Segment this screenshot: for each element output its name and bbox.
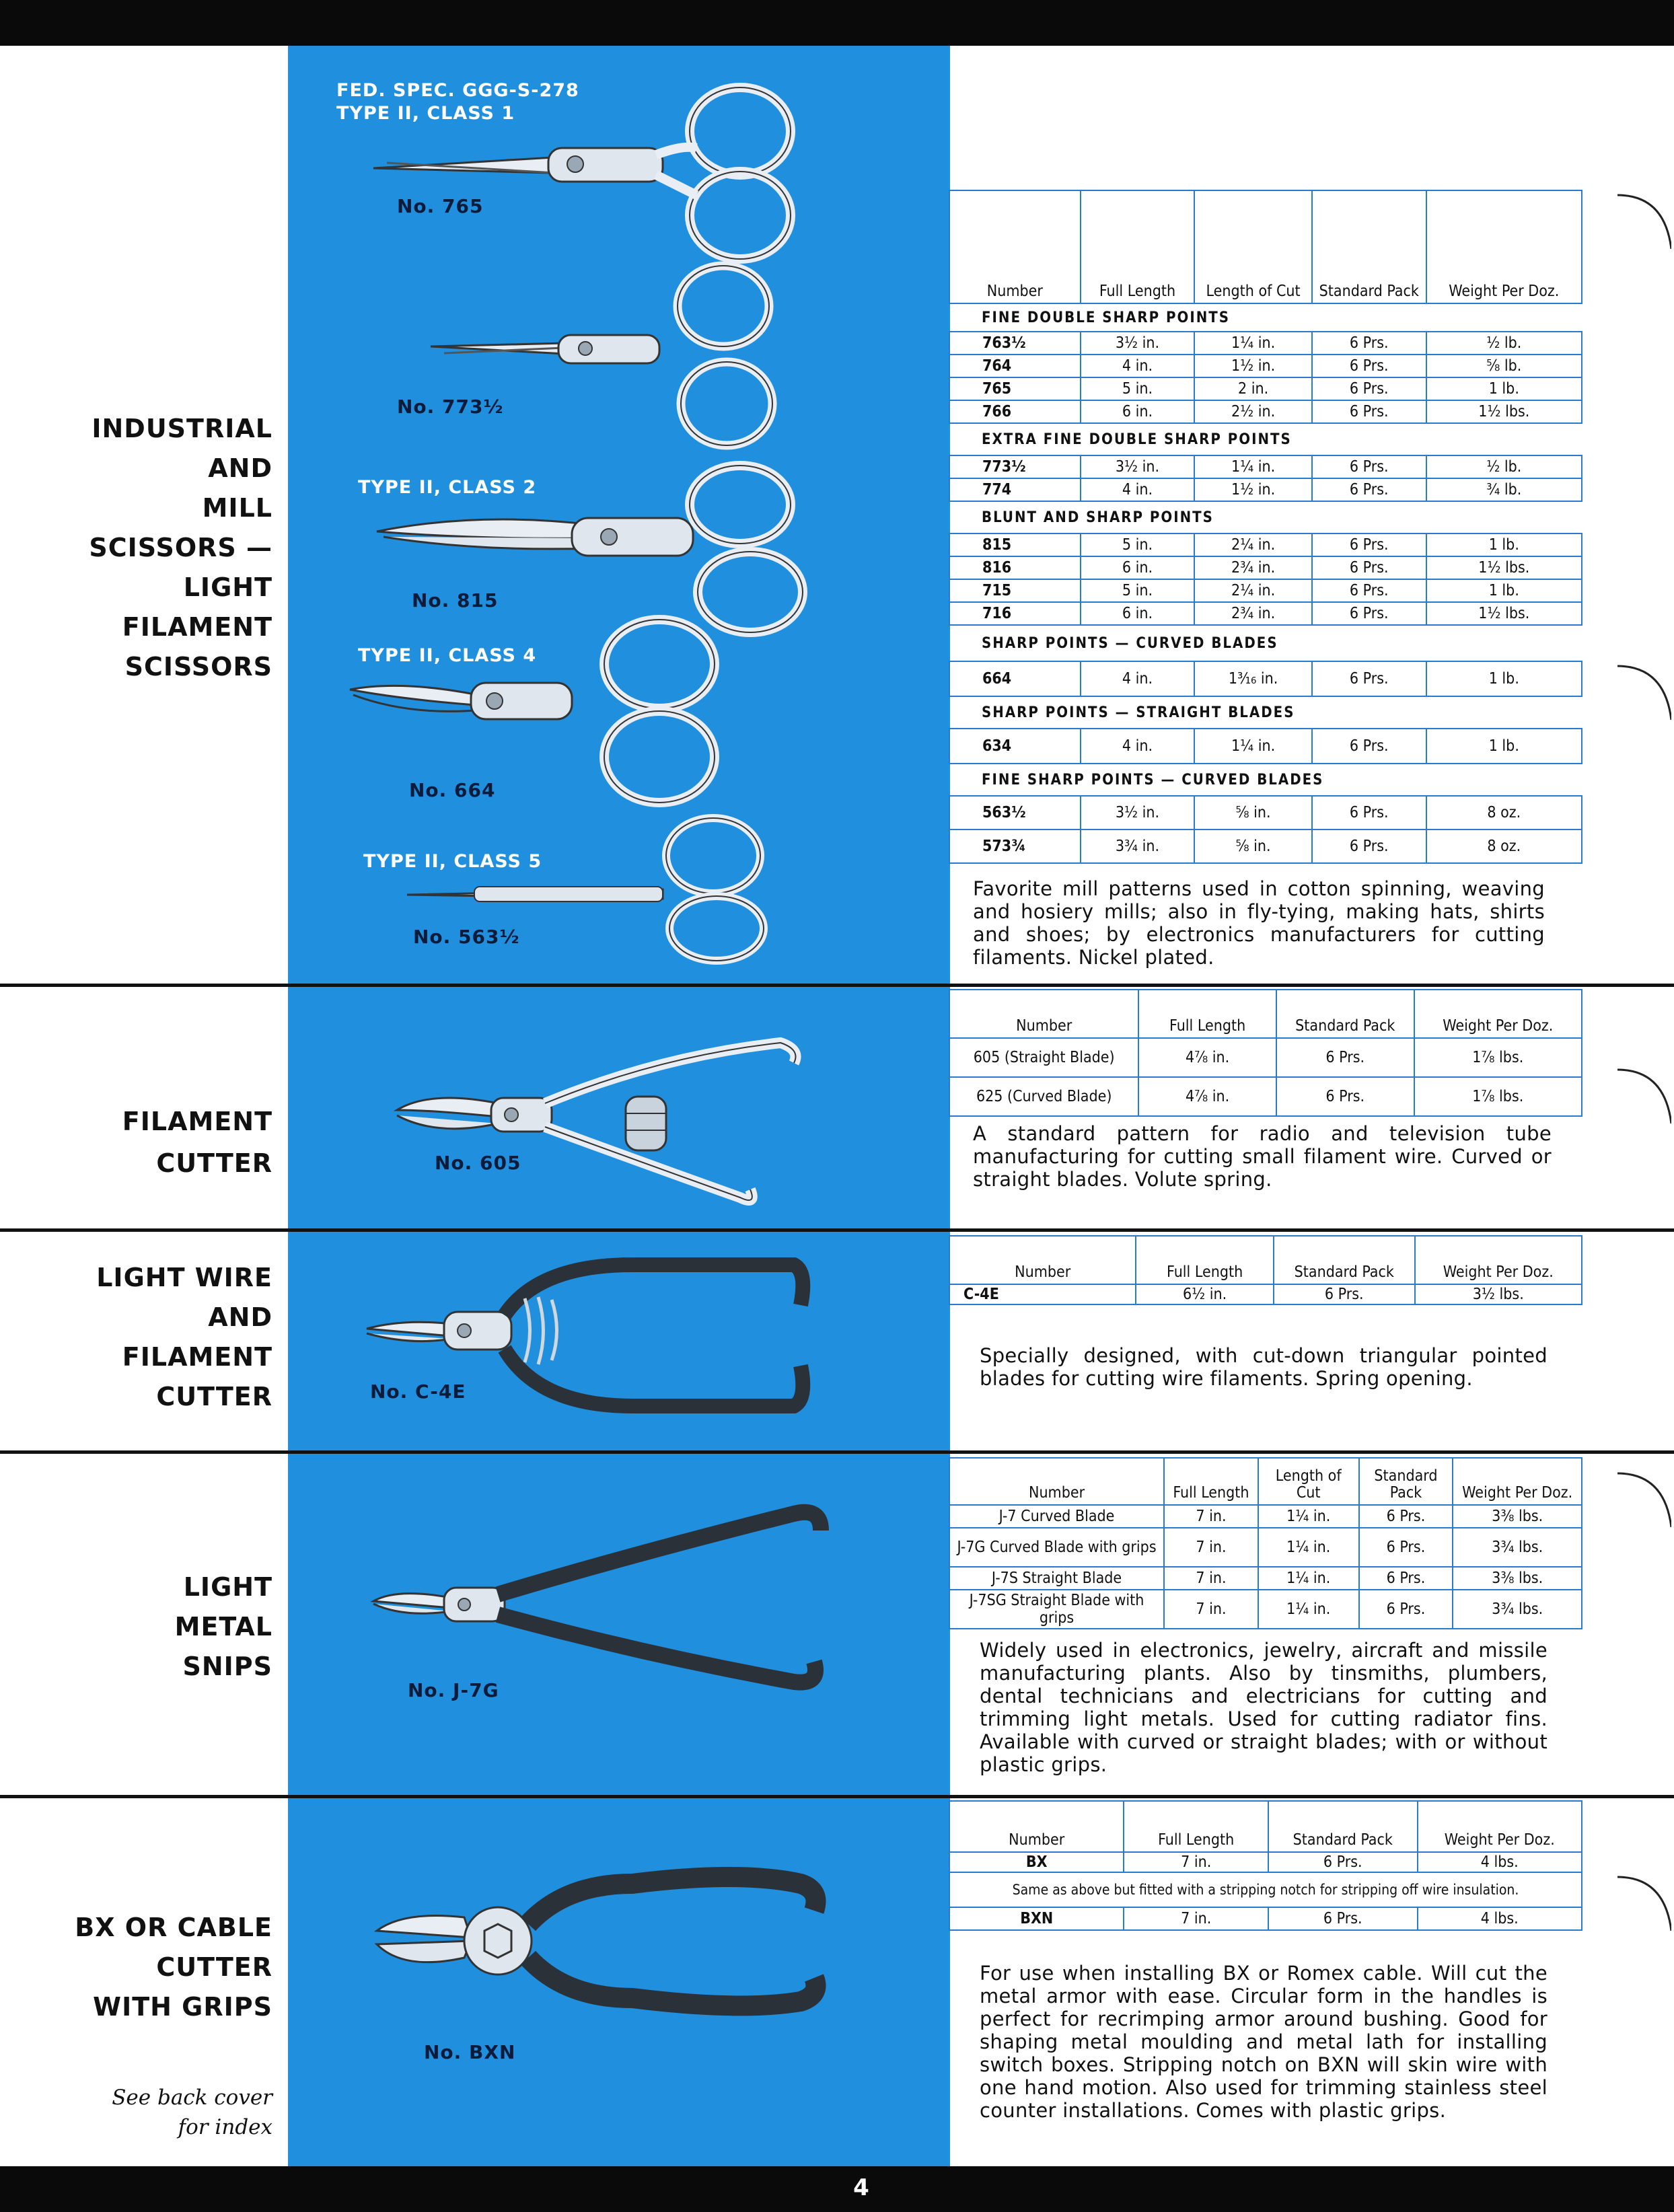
table-cell: 1¼ in. [1258, 1505, 1359, 1528]
table-cell: 6 Prs. [1312, 661, 1426, 696]
section-divider [0, 1228, 1674, 1232]
model-label-773: No. 773½ [397, 396, 504, 418]
table-cell: 6 Prs. [1312, 400, 1426, 423]
binder-hole-mark [1617, 188, 1632, 249]
model-label-j7g: No. J-7G [408, 1679, 499, 1701]
table-cell: 8 oz. [1426, 796, 1582, 830]
table-cell: 3⅜ lbs. [1453, 1567, 1582, 1590]
scissors-description: Favorite mill patterns used in cotton spinning, weaving and hosiery mills; also in fly-tying, making hats, shirts and shoes; by electronics manufacturers for cutting filaments. Nickel plated. [973, 877, 1545, 969]
table-cell: 5 in. [1081, 377, 1195, 400]
table-cell: 815 [949, 533, 1081, 556]
col-header: Number [949, 1236, 1136, 1284]
table-cell: 1¼ in. [1258, 1590, 1359, 1629]
group-title: FINE SHARP POINTS — CURVED BLADES [949, 764, 1582, 796]
group-title: FINE DOUBLE SHARP POINTS [949, 303, 1582, 332]
col-header: Full Length [1138, 990, 1276, 1038]
table-cell: 7 in. [1164, 1590, 1258, 1629]
col-header: Length of Cut [1194, 190, 1312, 303]
col-header: Weight Per Doz. [1414, 990, 1582, 1038]
tool-spec-664: TYPE II, CLASS 4 [358, 645, 537, 666]
top-border-bar [0, 0, 1674, 46]
metal-snips-j7g-image [363, 1480, 848, 1695]
model-label-664: No. 664 [409, 779, 496, 801]
tool-spec-765: FED. SPEC. GGG-S-278 TYPE II, CLASS 1 [336, 80, 579, 124]
table-cell: 7 in. [1124, 1907, 1268, 1930]
section-label-light-wire: LIGHT WIRE AND FILAMENT CUTTER [96, 1263, 272, 1411]
scissors-664-image [350, 616, 767, 811]
table-cell: 6 Prs. [1359, 1528, 1453, 1567]
binder-hole-mark [1617, 659, 1632, 720]
snips-spec-table [949, 1457, 1582, 1629]
section-label-snips: LIGHT METAL SNIPS [174, 1572, 272, 1681]
table-cell: 3½ in. [1081, 796, 1195, 830]
table-cell: 6 Prs. [1312, 556, 1426, 579]
col-header: Number [949, 1801, 1124, 1852]
col-header: Number [949, 990, 1138, 1038]
section-label-filament-cutter: FILAMENT CUTTER [122, 1107, 272, 1178]
section-label-scissors: INDUSTRIAL AND MILL SCISSORS — LIGHT FILAMENT SCISSORS [89, 414, 272, 681]
table-cell: 1 lb. [1426, 533, 1582, 556]
table-cell: 4 in. [1081, 661, 1195, 696]
table-cell: 3¾ lbs. [1453, 1590, 1582, 1629]
table-cell: 763½ [949, 332, 1081, 355]
table-cell: 6 Prs. [1274, 1284, 1415, 1304]
table-cell: 7 in. [1164, 1528, 1258, 1567]
table-cell: 3½ lbs. [1415, 1284, 1582, 1304]
table-cell: ⅝ in. [1194, 830, 1312, 863]
table-cell: 1½ in. [1194, 355, 1312, 377]
table-note: Same as above but fitted with a stripping notch for stripping off wire insulation. [949, 1872, 1582, 1907]
col-header: Full Length [1164, 1458, 1258, 1505]
section-divider [0, 1795, 1674, 1798]
col-header: Weight Per Doz. [1415, 1236, 1582, 1284]
table-cell: 6 Prs. [1276, 1038, 1414, 1077]
table-cell: 6 in. [1081, 602, 1195, 625]
light-wire-spec-table [949, 1235, 1582, 1305]
page-number: 4 [853, 2174, 869, 2201]
table-cell: 6 in. [1081, 400, 1195, 423]
table-cell: 2¾ in. [1194, 556, 1312, 579]
scissors-563-image [407, 814, 811, 962]
table-cell: 1 lb. [1426, 661, 1582, 696]
col-header: Standard Pack [1268, 1801, 1418, 1852]
table-cell: 4 in. [1081, 355, 1195, 377]
table-cell: 6 Prs. [1359, 1505, 1453, 1528]
table-cell: 2¼ in. [1194, 533, 1312, 556]
index-note: See back cover for index [112, 2086, 272, 2139]
table-cell: 6 Prs. [1268, 1907, 1418, 1930]
table-cell: 3½ in. [1081, 332, 1195, 355]
col-header: Standard Pack [1276, 990, 1414, 1038]
table-cell: J-7S Straight Blade [949, 1567, 1164, 1590]
table-cell: ¾ lb. [1426, 478, 1582, 501]
snips-description: Widely used in electronics, jewelry, aircraft and missile manufacturing plants. Also by tinsmiths, plumbers, dental technicians and electricians for cutting and trimming light metals. Used for cutting radiator fins. Available with curved or straight blades; with or without plastic grips. [980, 1639, 1548, 1776]
table-cell: 1¼ in. [1258, 1528, 1359, 1567]
table-cell: 3½ in. [1081, 455, 1195, 478]
binder-hole-mark [1617, 1467, 1632, 1527]
model-label-563: No. 563½ [413, 926, 520, 948]
model-label-c4e: No. C-4E [370, 1380, 466, 1403]
table-cell: 6 Prs. [1312, 455, 1426, 478]
table-cell: 6 Prs. [1312, 377, 1426, 400]
table-cell: 766 [949, 400, 1081, 423]
table-cell: 7 in. [1164, 1567, 1258, 1590]
bx-spec-table [949, 1800, 1582, 1931]
col-header: Full Length [1136, 1236, 1274, 1284]
table-cell: 1½ lbs. [1426, 556, 1582, 579]
table-cell: 1½ lbs. [1426, 602, 1582, 625]
group-title: SHARP POINTS — CURVED BLADES [949, 625, 1582, 661]
section-divider [0, 984, 1674, 987]
table-cell: 5 in. [1081, 533, 1195, 556]
table-cell: 4⅞ in. [1138, 1077, 1276, 1116]
table-cell: 1 lb. [1426, 729, 1582, 764]
binder-hole-mark [1617, 1870, 1632, 1931]
table-cell: 6 Prs. [1312, 602, 1426, 625]
filament-cutter-spec-table [949, 989, 1582, 1117]
group-title: BLUNT AND SHARP POINTS [949, 501, 1582, 533]
table-cell: 1½ in. [1194, 478, 1312, 501]
table-cell: 563½ [949, 796, 1081, 830]
col-header: Full Length [1124, 1801, 1268, 1852]
table-cell: 6 Prs. [1359, 1590, 1453, 1629]
section-label-bx: BX OR CABLE CUTTER WITH GRIPS [75, 1913, 272, 2022]
table-cell: 6 Prs. [1312, 579, 1426, 602]
tool-spec-815: TYPE II, CLASS 2 [358, 477, 537, 498]
bottom-border-bar [0, 2166, 1674, 2212]
table-cell: 6 Prs. [1312, 355, 1426, 377]
table-cell: 6 Prs. [1276, 1077, 1414, 1116]
tool-spec-563: TYPE II, CLASS 5 [363, 851, 542, 872]
table-cell: 4 lbs. [1418, 1852, 1582, 1872]
table-cell: BX [949, 1852, 1124, 1872]
table-cell: C-4E [949, 1284, 1136, 1304]
wire-cutter-c4e-image [363, 1245, 834, 1426]
table-cell: 1 lb. [1426, 377, 1582, 400]
table-cell: 634 [949, 729, 1081, 764]
table-cell: 4 lbs. [1418, 1907, 1582, 1930]
table-cell: 4⅞ in. [1138, 1038, 1276, 1077]
table-cell: 6½ in. [1136, 1284, 1274, 1304]
table-cell: 1½ lbs. [1426, 400, 1582, 423]
col-header: Number [949, 190, 1081, 303]
scissors-815-image [377, 464, 821, 639]
scissors-765-image [373, 81, 817, 256]
table-cell: 1¼ in. [1194, 729, 1312, 764]
bx-cutter-bxn-image [363, 1843, 848, 2045]
table-cell: 605 (Straight Blade) [949, 1038, 1138, 1077]
group-title: EXTRA FINE DOUBLE SHARP POINTS [949, 423, 1582, 455]
table-cell: J-7SG Straight Blade with grips [949, 1590, 1164, 1629]
table-cell: 715 [949, 579, 1081, 602]
table-cell: 664 [949, 661, 1081, 696]
model-label-bxn: No. BXN [424, 2041, 516, 2063]
table-cell: 3⅜ lbs. [1453, 1505, 1582, 1528]
table-cell: ½ lb. [1426, 332, 1582, 355]
table-cell: 816 [949, 556, 1081, 579]
table-cell: BXN [949, 1907, 1124, 1930]
table-cell: 625 (Curved Blade) [949, 1077, 1138, 1116]
col-header: Standard Pack [1274, 1236, 1415, 1284]
group-title: SHARP POINTS — STRAIGHT BLADES [949, 696, 1582, 729]
section-divider [0, 1450, 1674, 1454]
col-header: Standard Pack [1359, 1458, 1453, 1505]
col-header: Number [949, 1458, 1164, 1505]
table-cell: J-7 Curved Blade [949, 1505, 1164, 1528]
model-label-605: No. 605 [435, 1152, 521, 1174]
table-cell: 6 in. [1081, 556, 1195, 579]
table-cell: 2 in. [1194, 377, 1312, 400]
col-header: Weight Per Doz. [1426, 190, 1582, 303]
table-cell: 4 in. [1081, 729, 1195, 764]
light-wire-description: Specially designed, with cut-down triangular pointed blades for cutting wire filaments. Spring opening. [980, 1344, 1548, 1390]
table-cell: 1¼ in. [1194, 332, 1312, 355]
table-cell: 6 Prs. [1359, 1567, 1453, 1590]
table-cell: 4 in. [1081, 478, 1195, 501]
table-cell: 5 in. [1081, 579, 1195, 602]
table-cell: 6 Prs. [1312, 332, 1426, 355]
table-cell: 6 Prs. [1312, 830, 1426, 863]
table-cell: ⅝ lb. [1426, 355, 1582, 377]
table-cell: 3¾ lbs. [1453, 1528, 1582, 1567]
col-header: Full Length [1081, 190, 1195, 303]
table-cell: 8 oz. [1426, 830, 1582, 863]
model-label-765: No. 765 [397, 195, 484, 217]
table-cell: 1 lb. [1426, 579, 1582, 602]
model-label-815: No. 815 [412, 589, 499, 612]
filament-cutter-description: A standard pattern for radio and television tube manufacturing for cutting small filament wire. Curved or straight blades. Volute spring. [973, 1122, 1552, 1191]
table-cell: 6 Prs. [1312, 729, 1426, 764]
table-cell: 573¾ [949, 830, 1081, 863]
table-cell: ½ lb. [1426, 455, 1582, 478]
table-cell: 773½ [949, 455, 1081, 478]
table-cell: 7 in. [1164, 1505, 1258, 1528]
table-cell: 1¼ in. [1194, 455, 1312, 478]
table-cell: 1¼ in. [1258, 1567, 1359, 1590]
scissors-spec-table [949, 190, 1582, 864]
table-cell: 6 Prs. [1312, 796, 1426, 830]
table-cell: 774 [949, 478, 1081, 501]
table-cell: 1⅞ lbs. [1414, 1038, 1582, 1077]
table-cell: 1³⁄₁₆ in. [1194, 661, 1312, 696]
scissors-773-image [431, 262, 821, 457]
table-cell: 6 Prs. [1312, 478, 1426, 501]
table-cell: 764 [949, 355, 1081, 377]
table-cell: 2½ in. [1194, 400, 1312, 423]
table-cell: 2¾ in. [1194, 602, 1312, 625]
col-header: Weight Per Doz. [1453, 1458, 1582, 1505]
binder-hole-mark [1617, 1063, 1632, 1123]
table-cell: J-7G Curved Blade with grips [949, 1528, 1164, 1567]
col-header: Length of Cut [1258, 1458, 1359, 1505]
table-cell: 7 in. [1124, 1852, 1268, 1872]
filament-cutter-605-image [390, 1029, 821, 1211]
table-cell: 6 Prs. [1312, 533, 1426, 556]
table-cell: ⅝ in. [1194, 796, 1312, 830]
table-cell: 716 [949, 602, 1081, 625]
col-header: Weight Per Doz. [1418, 1801, 1582, 1852]
table-cell: 765 [949, 377, 1081, 400]
table-cell: 3¾ in. [1081, 830, 1195, 863]
table-cell: 2¼ in. [1194, 579, 1312, 602]
col-header: Standard Pack [1312, 190, 1426, 303]
bx-description: For use when installing BX or Romex cable. Will cut the metal armor with ease. Circular form in the handles is perfect for recrimping armor around bushing. Good for shaping metal moulding and metal lath for installing switch boxes. Stripping notch on BXN will skin wire with one hand motion. Also used for trimming stainless steel counter installations. Comes with plastic grips. [980, 1962, 1548, 2122]
table-cell: 6 Prs. [1268, 1852, 1418, 1872]
table-cell: 1⅞ lbs. [1414, 1077, 1582, 1116]
